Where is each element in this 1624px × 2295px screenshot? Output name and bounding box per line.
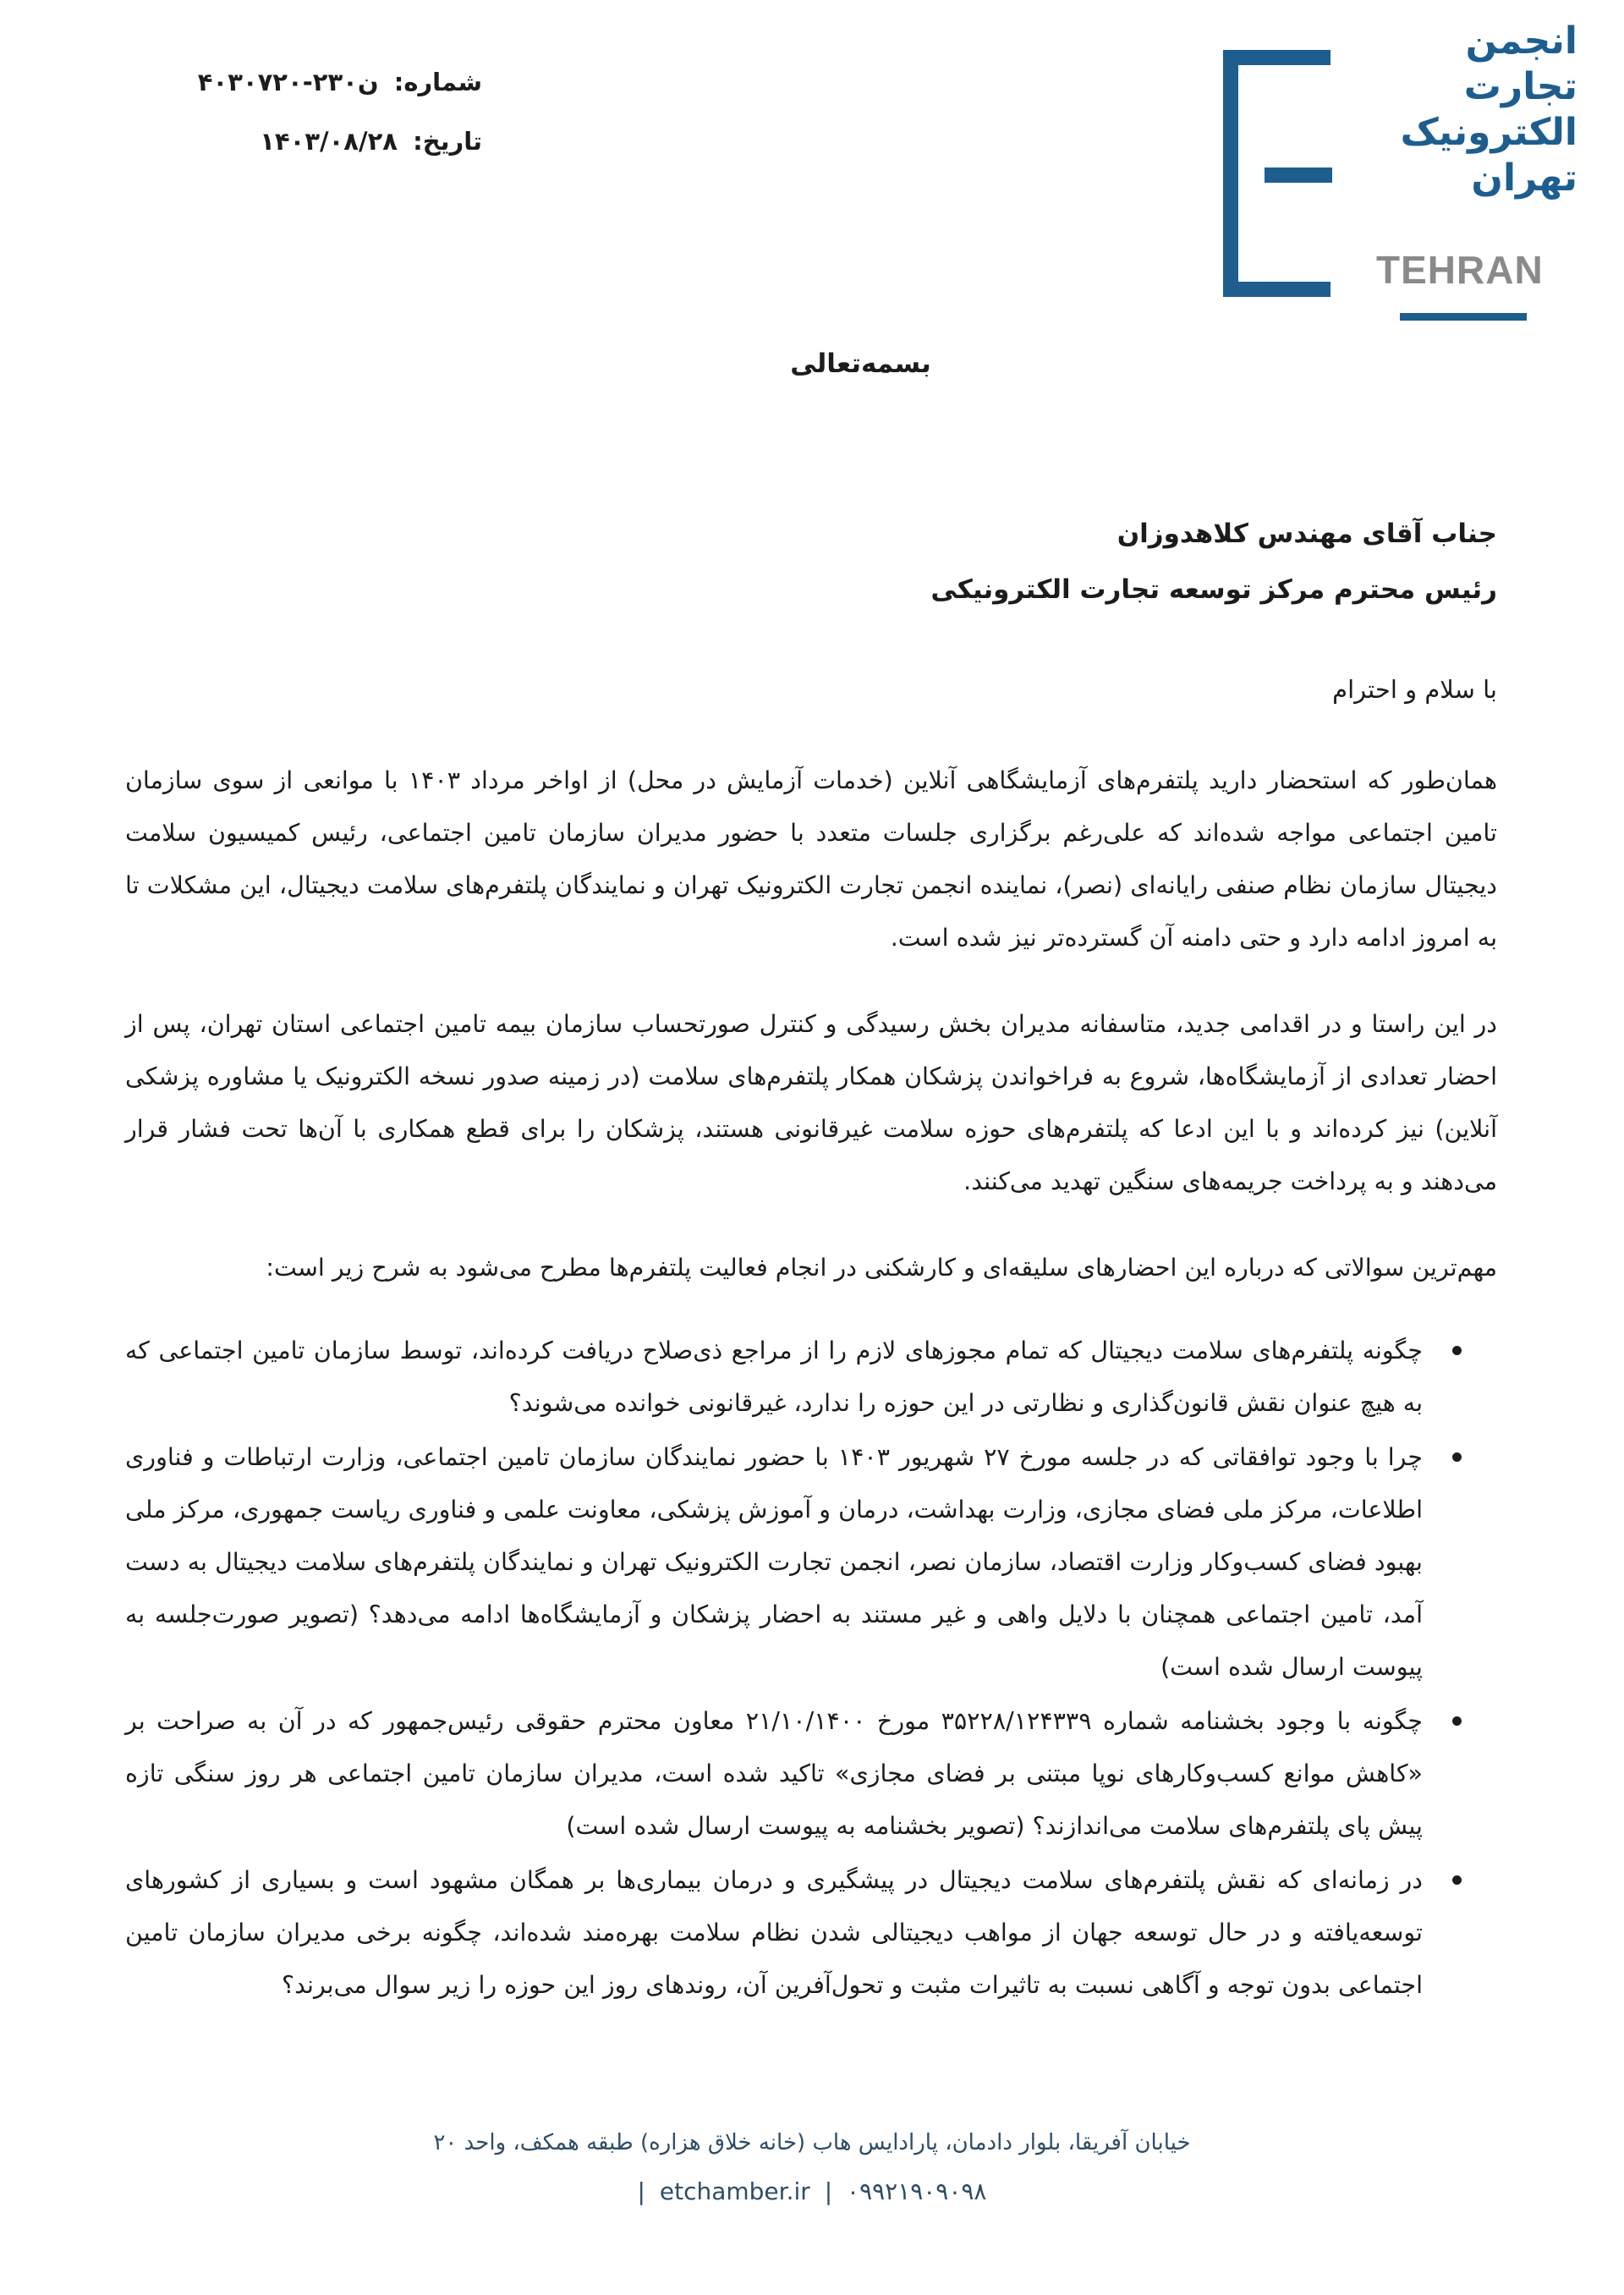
question-text: چرا با وجود توافقاتی که در جلسه مورخ ۲۷ شهریور ۱۴۰۳ با حضور نمایندگان سازمان تامین اجتماعی، وزارت ارتباطات و فناوری اطلاعات، مرکز ملی فضای مجازی، وزارت بهداشت، درمان و آموزش پزشکی، معاونت علمی و فناوری ریاست جمهوری، مرکز ملی بهبود فضای کسب‌وکار وزارت اقتصاد، سازمان نصر، انجمن تجارت الکترونیک تهران و نمایندگان پلتفرم‌های سلامت دیجیتال به دست آمد، تامین اجتماعی همچنان با دلایل واهی و غیر مستند به احضار پزشکان و آزمایشگاه‌ها ادامه می‌دهد؟ (تصویر صورت‌جلسه به پیوست ارسال شده است) bbox=[125, 1443, 1424, 1681]
question-item bbox=[125, 1431, 1497, 1694]
footer-address: خیابان آفریقا، بلوار دادمان، پارادایس هاب (خانه خلاق هزاره) طبقه همکف، واحد ۲۰ bbox=[433, 2130, 1191, 2155]
bullet-icon bbox=[1452, 1716, 1462, 1726]
questions-intro: مهم‌ترین سوالاتی که درباره این احضارهای سلیقه‌ای و کارشکنی در انجام فعالیت پلتفرم‌ها مطرح می‌شود به شرح زیر است: bbox=[266, 1254, 1497, 1282]
heading-text: بسمه‌تعالی bbox=[790, 349, 931, 379]
recipient-title: رئیس محترم مرکز توسعه تجارت الکترونیکی bbox=[930, 574, 1497, 605]
body-paragraph-2: در این راستا و در اقدامی جدید، متاسفانه مدیران بخش رسیدگی و کنترل صورتحساب سازمان بیمه تامین اجتماعی استان تهران، پس از احضار تعدادی از آزمایشگاه‌ها، شروع به فراخواندن پزشکان همکار پلتفرم‌های سلامت (در زمینه صدور نسخه الکترونیک یا مشاوره پزشکی آنلاین) نیز کرده‌اند و با این ادعا که پلتفرم‌های حوزه سلامت غیرقانونی هستند، پزشکان را برای قطع همکاری با آن‌ها تحت فشار قرار می‌دهند و به پرداخت جریمه‌های سنگین تهدید می‌کنند. bbox=[125, 1010, 1497, 1195]
logo-latin-text: TEHRAN bbox=[1376, 248, 1544, 292]
letter-date-row bbox=[195, 112, 482, 171]
reference-block bbox=[195, 52, 482, 171]
body-paragraph-1: همان‌طور که استحضار دارید پلتفرم‌های آزمایشگاهی آنلاین (خدمات آزمایش در محل) از اواخر مرداد ۱۴۰۳ با موانعی از سوی سازمان تامین اجتماعی مواجه شده‌اند که علی‌رغم برگزاری جلسات متعدد با حضور مدیران سازمان تامین اجتماعی، رئیس کمیسیون سلامت دیجیتال سازمان نظام صنفی رایانه‌ای (نصر)، نماینده انجمن تجارت الکترونیک تهران و نمایندگان پلتفرم‌های سلامت دیجیتال، این مشکلات تا به امروز ادامه دارد و حتی دامنه آن گسترده‌تر نیز شده است. bbox=[125, 766, 1498, 952]
association-logo bbox=[1222, 19, 1577, 332]
letter-body bbox=[125, 755, 1497, 2013]
logo-line-3: الکترونیک bbox=[1400, 111, 1577, 154]
recipient-name: جناب آقای مهندس کلاهدوزان bbox=[1116, 519, 1497, 549]
letter-number-row bbox=[195, 52, 482, 112]
recipient-block bbox=[482, 506, 1497, 618]
logo-line-4: تهران bbox=[1471, 156, 1577, 200]
letter-number-label: شماره: bbox=[393, 68, 482, 96]
bullet-icon bbox=[1452, 1452, 1462, 1462]
logo-line-2: تجارت bbox=[1463, 65, 1577, 108]
letter-heading bbox=[0, 349, 1624, 379]
letter-number-value: ن۲۳۰-۴۰۳۰۷۲۰ bbox=[197, 68, 379, 96]
footer-website-link[interactable]: etchamber.ir bbox=[659, 2177, 810, 2205]
question-text: در زمانه‌ای که نقش پلتفرم‌های سلامت دیجیتال در پیشگیری و درمان بیماری‌ها بر همگان مشهود است و بسیاری از کشورهای توسعه‌یافته و در حال توسعه جهان از مواهب دیجیتالی شدن نظام سلامت بهره‌مند شده‌اند، چگونه برخی مدیران سازمان تامین اجتماعی بدون توجه و آگاهی نسبت به تاثیرات مثبت و تحول‌آفرین آن، روندهای روز این حوزه را زیر سوال می‌برند؟ bbox=[125, 1866, 1423, 1999]
logo-line-1: انجمن bbox=[1465, 19, 1577, 63]
footer-contact bbox=[0, 2177, 1624, 2205]
questions-list bbox=[125, 1325, 1497, 2012]
footer-phone: ۰۹۹۲۱۹۰۹۰۹۸ bbox=[847, 2177, 987, 2205]
question-item bbox=[125, 1695, 1497, 1853]
greeting: با سلام و احترام bbox=[1332, 675, 1497, 704]
question-text: چگونه پلتفرم‌های سلامت دیجیتال که تمام مجوزهای لازم را از مراجع ذی‌صلاح دریافت کرده‌اند، توسط سازمان تامین اجتماعی که به هیچ عنوان نقش قانون‌گذاری و نظارتی در این حوزه را ندارد، غیرقانونی خوانده می‌شوند؟ bbox=[125, 1337, 1423, 1417]
logo-wordmark bbox=[1370, 19, 1577, 201]
footer-separator: | bbox=[824, 2177, 833, 2205]
footer-separator: | bbox=[637, 2177, 645, 2205]
bullet-icon bbox=[1452, 1875, 1462, 1885]
letter-date-label: تاریخ: bbox=[413, 127, 482, 156]
question-text: چگونه با وجود بخشنامه شماره ۳۵۲۲۸/۱۲۴۳۳۹ مورخ ۲۱/۱۰/۱۴۰۰ معاون محترم حقوقی رئیس‌جمهور که در آن به صراحت بر «کاهش موانع کسب‌وکارهای نوپا مبتنی بر فضای مجازی» تاکید شده است، مدیران سازمان تامین اجتماعی هر روز سنگی تازه پیش پای پلتفرم‌های سلامت می‌اندازند؟ (تصویر بخشنامه به پیوست ارسال شده است) bbox=[125, 1707, 1423, 1840]
letter-date-value: ۱۴۰۳/۰۸/۲۸ bbox=[260, 127, 398, 156]
question-item bbox=[125, 1325, 1497, 1430]
bullet-icon bbox=[1452, 1346, 1462, 1355]
question-item bbox=[125, 1854, 1497, 2012]
